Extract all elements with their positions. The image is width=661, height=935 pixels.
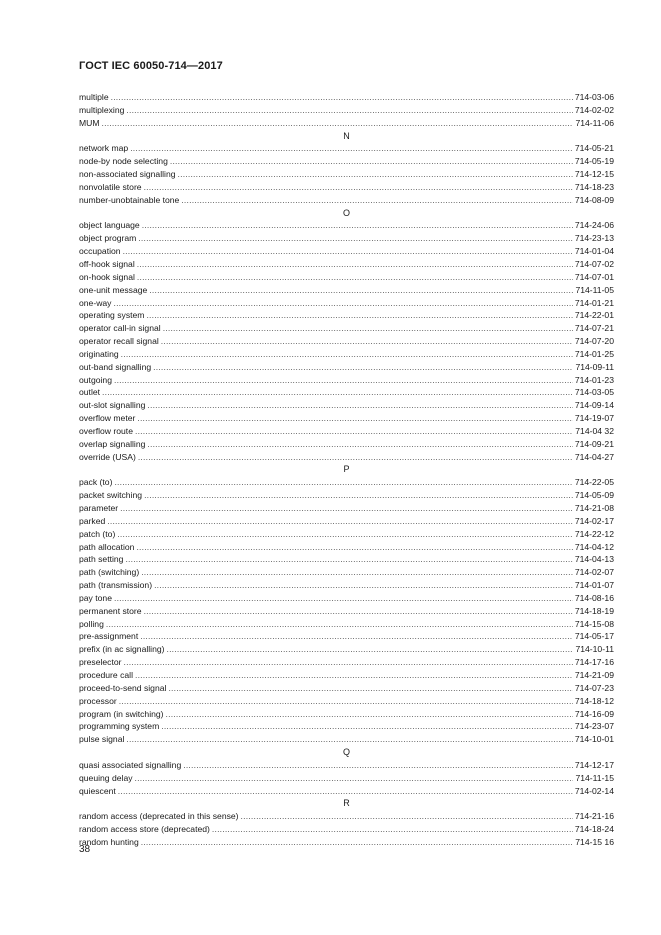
entry-term: path (transmission): [79, 580, 153, 591]
dot-leader: [137, 258, 573, 271]
dot-leader: [135, 425, 573, 438]
entry-term: pre-assignment: [79, 631, 139, 642]
index-entry: [79, 720, 614, 733]
index-entry: [79, 155, 614, 168]
dot-leader: [141, 836, 574, 849]
entry-code: 714-10-11: [575, 644, 614, 655]
dot-leader: [119, 695, 573, 708]
index-entry: [79, 258, 614, 271]
page-header: ГОСТ IEC 60050-714—2017: [79, 60, 223, 72]
index-entry: [79, 669, 614, 682]
dot-leader: [141, 566, 573, 579]
index-entry: [79, 271, 614, 284]
entry-code: 714-21-16: [574, 811, 614, 822]
index-entry: [79, 219, 614, 232]
dot-leader: [137, 271, 573, 284]
dot-leader: [241, 810, 573, 823]
entry-code: 714-07-23: [574, 682, 614, 693]
dot-leader: [167, 643, 574, 656]
entry-term: processor: [79, 695, 117, 706]
index-entry: [79, 528, 614, 541]
entry-term: nonvolatile store: [79, 181, 142, 192]
entry-code: 714-01-25: [574, 348, 614, 359]
entry-term: quasi associated signalling: [79, 759, 182, 770]
entry-code: 714-02-07: [574, 567, 614, 578]
index-entry: [79, 91, 614, 104]
entry-code: 714-22-05: [574, 477, 614, 488]
index-entry: [79, 592, 614, 605]
dot-leader: [144, 181, 573, 194]
index-entry: [79, 733, 614, 746]
entry-term: queuing delay: [79, 772, 133, 783]
section-letter: P: [343, 464, 350, 475]
entry-code: 714-02-02: [574, 104, 614, 115]
entry-code: 714-01-07: [574, 580, 614, 591]
index-entry: [79, 502, 614, 515]
index-entry: [79, 618, 614, 631]
index-entry: [79, 515, 614, 528]
index-entry: [79, 232, 614, 245]
entry-term: polling: [79, 618, 104, 629]
entry-code: 714-24-06: [574, 220, 614, 231]
entry-term: overflow meter: [79, 413, 136, 424]
index-entry: [79, 682, 614, 695]
entry-term: path allocation: [79, 541, 135, 552]
dot-leader: [144, 605, 573, 618]
section-letter: R: [343, 798, 350, 809]
index-entry: [79, 772, 614, 785]
entry-term: quiescent: [79, 785, 116, 796]
entry-term: path setting: [79, 554, 124, 565]
entry-code: 714-05-09: [574, 490, 614, 501]
dot-leader: [124, 656, 573, 669]
section-letter: N: [343, 130, 350, 141]
entry-code: 714-05-19: [574, 156, 614, 167]
entry-term: random access (deprecated in this sense): [79, 811, 239, 822]
entry-code: 714-15 16: [575, 836, 614, 847]
dot-leader: [107, 515, 573, 528]
dot-leader: [125, 553, 572, 566]
entry-term: object program: [79, 233, 137, 244]
entry-term: MUM: [79, 117, 100, 128]
entry-code: 714-11-15: [575, 772, 614, 783]
index-entry: [79, 810, 614, 823]
dot-leader: [114, 476, 572, 489]
index-entry: [79, 566, 614, 579]
entry-term: path (switching): [79, 567, 140, 578]
dot-leader: [144, 489, 573, 502]
entry-code: 714-18-12: [574, 695, 614, 706]
index-entry: [79, 117, 614, 130]
dot-leader: [102, 386, 573, 399]
entry-term: out-slot signalling: [79, 400, 146, 411]
dot-leader: [117, 528, 573, 541]
dot-leader: [126, 104, 572, 117]
dot-leader: [166, 708, 573, 721]
entry-term: operating system: [79, 310, 145, 321]
entry-code: 714-11-06: [575, 117, 614, 128]
entry-term: parameter: [79, 503, 119, 513]
index-entry: [79, 695, 614, 708]
entry-code: 714-07-21: [574, 323, 614, 334]
index-entry: [79, 348, 614, 361]
entry-term: out-band signalling: [79, 361, 152, 372]
entry-term: multiple: [79, 92, 109, 102]
entry-code: 714-11-05: [575, 284, 614, 295]
index-entry: [79, 708, 614, 721]
entry-term: operator call-in signal: [79, 323, 161, 334]
dot-leader: [178, 168, 573, 181]
dot-leader: [147, 438, 572, 451]
index-entry: [79, 194, 614, 207]
entry-term: non-associated signalling: [79, 169, 176, 180]
index-entry: [79, 245, 614, 258]
index-entry: [79, 476, 614, 489]
entry-code: 714-22-12: [574, 528, 614, 539]
dot-leader: [137, 412, 572, 425]
dot-leader: [154, 579, 573, 592]
entry-code: 714-04-13: [574, 554, 614, 565]
entry-term: pack (to): [79, 477, 113, 488]
entry-code: 714-23-13: [574, 233, 614, 244]
index-entry: [79, 374, 614, 387]
entry-code: 714-02-17: [574, 515, 614, 526]
index-entry: [79, 643, 614, 656]
entry-term: object language: [79, 220, 140, 231]
section-letter: O: [342, 207, 350, 218]
dot-leader: [212, 823, 573, 836]
dot-leader: [140, 630, 573, 643]
dot-leader: [136, 541, 572, 554]
dot-leader: [183, 759, 573, 772]
entry-term: operator recall signal: [79, 336, 159, 347]
entry-code: 714-12-15: [574, 169, 614, 180]
entry-term: outgoing: [79, 374, 112, 385]
entry-term: node-by node selecting: [79, 156, 168, 167]
entry-term: patch (to): [79, 528, 116, 539]
index-entry: [79, 168, 614, 181]
entry-term: proceed-to-send signal: [79, 682, 167, 693]
index-entry: [79, 309, 614, 322]
entry-code: 714-16-09: [574, 708, 614, 719]
entry-code: 714-18-19: [574, 605, 614, 616]
entry-code: 714-15-08: [574, 618, 614, 629]
entry-code: 714-09-14: [574, 400, 614, 411]
entry-code: 714-01-21: [574, 297, 614, 308]
entry-term: parked: [79, 515, 106, 526]
index-entry: [79, 335, 614, 348]
entry-term: one-way: [79, 297, 112, 308]
index-entry: [79, 412, 614, 425]
entry-code: 714-08-09: [574, 194, 614, 205]
index-entry: [79, 579, 614, 592]
index-entry: [79, 181, 614, 194]
index-entry: [79, 630, 614, 643]
term-index: [79, 91, 614, 849]
entry-code: 714-04-27: [574, 451, 614, 462]
dot-leader: [114, 592, 573, 605]
entry-term: program (in switching): [79, 708, 164, 719]
index-entry: [79, 284, 614, 297]
entry-term: prefix (in ac signalling): [79, 644, 165, 655]
dot-leader: [135, 669, 573, 682]
entry-code: 714-03-05: [574, 387, 614, 398]
page-number: 38: [79, 844, 91, 855]
entry-term: random access store (deprecated): [79, 824, 210, 835]
index-entry: [79, 399, 614, 412]
dot-leader: [120, 502, 573, 515]
entry-term: overlap signalling: [79, 438, 146, 449]
entry-code: 714-01-23: [574, 374, 614, 385]
index-entry: [79, 823, 614, 836]
dot-leader: [161, 720, 573, 733]
dot-leader: [118, 785, 573, 798]
dot-leader: [181, 194, 572, 207]
entry-code: 714-04 32: [575, 425, 614, 436]
entry-code: 714-18-23: [574, 181, 614, 192]
index-entry: [79, 541, 614, 554]
entry-code: 714-07-02: [574, 258, 614, 269]
index-entry: [79, 104, 614, 117]
section-letter: Q: [342, 747, 350, 758]
index-entry: [79, 386, 614, 399]
index-entry: [79, 489, 614, 502]
entry-term: pulse signal: [79, 734, 125, 745]
index-entry: [79, 759, 614, 772]
index-entry: [79, 785, 614, 798]
index-entry: [79, 297, 614, 310]
dot-leader: [142, 219, 573, 232]
dot-leader: [149, 284, 573, 297]
entry-code: 714-05-17: [574, 631, 614, 642]
entry-code: 714-02-14: [574, 785, 614, 796]
index-entry: [79, 322, 614, 335]
entry-term: overflow route: [79, 425, 133, 436]
entry-term: on-hook signal: [79, 271, 135, 282]
dot-leader: [138, 451, 573, 464]
entry-code: 714-18-24: [574, 824, 614, 835]
dot-leader: [114, 374, 573, 387]
dot-leader: [102, 117, 574, 130]
entry-code: 714-21-08: [574, 503, 614, 513]
entry-code: 714-17-16: [574, 657, 614, 668]
index-entry: [79, 553, 614, 566]
entry-term: programming system: [79, 721, 160, 732]
index-entry: [79, 836, 614, 849]
entry-term: packet switching: [79, 490, 143, 501]
entry-code: 714-09-11: [575, 361, 614, 372]
dot-leader: [161, 335, 573, 348]
dot-leader: [121, 348, 573, 361]
entry-term: random hunting: [79, 836, 139, 847]
entry-code: 714-01-04: [574, 246, 614, 257]
entry-code: 714-09-21: [574, 438, 614, 449]
entry-term: one-unit message: [79, 284, 148, 295]
dot-leader: [170, 155, 573, 168]
entry-code: 714-23-07: [574, 721, 614, 732]
index-entry: [79, 425, 614, 438]
entry-term: originating: [79, 348, 119, 359]
entry-term: pay tone: [79, 592, 112, 603]
entry-term: procedure call: [79, 669, 133, 680]
entry-code: 714-07-01: [574, 271, 614, 282]
index-entry: [79, 656, 614, 669]
index-entry: [79, 142, 614, 155]
entry-code: 714-12-17: [574, 759, 614, 770]
dot-leader: [113, 297, 572, 310]
dot-leader: [168, 682, 572, 695]
index-entry: [79, 605, 614, 618]
entry-code: 714-03-06: [574, 92, 614, 102]
index-entry: [79, 361, 614, 374]
entry-code: 714-07-20: [574, 336, 614, 347]
dot-leader: [111, 91, 573, 104]
entry-term: number-unobtainable tone: [79, 194, 180, 205]
entry-code: 714-04-12: [574, 541, 614, 552]
dot-leader: [135, 772, 574, 785]
dot-leader: [130, 142, 573, 155]
dot-leader: [126, 733, 572, 746]
index-entry: [79, 451, 614, 464]
entry-code: 714-22-01: [574, 310, 614, 321]
entry-term: preselector: [79, 657, 122, 668]
entry-code: 714-08-16: [574, 592, 614, 603]
dot-leader: [147, 399, 572, 412]
entry-code: 714-10-01: [574, 734, 614, 745]
dot-leader: [163, 322, 573, 335]
entry-code: 714-05-21: [574, 143, 614, 154]
dot-leader: [153, 361, 573, 374]
entry-code: 714-21-09: [574, 669, 614, 680]
index-entry: [79, 438, 614, 451]
entry-term: off-hook signal: [79, 258, 135, 269]
dot-leader: [146, 309, 572, 322]
entry-term: network map: [79, 143, 129, 154]
entry-term: occupation: [79, 246, 121, 257]
entry-term: permanent store: [79, 605, 142, 616]
entry-term: override (USA): [79, 451, 136, 462]
entry-code: 714-19-07: [574, 413, 614, 424]
dot-leader: [123, 245, 573, 258]
entry-term: outlet: [79, 387, 101, 398]
entry-term: multiplexing: [79, 104, 125, 115]
dot-leader: [138, 232, 572, 245]
dot-leader: [106, 618, 573, 631]
